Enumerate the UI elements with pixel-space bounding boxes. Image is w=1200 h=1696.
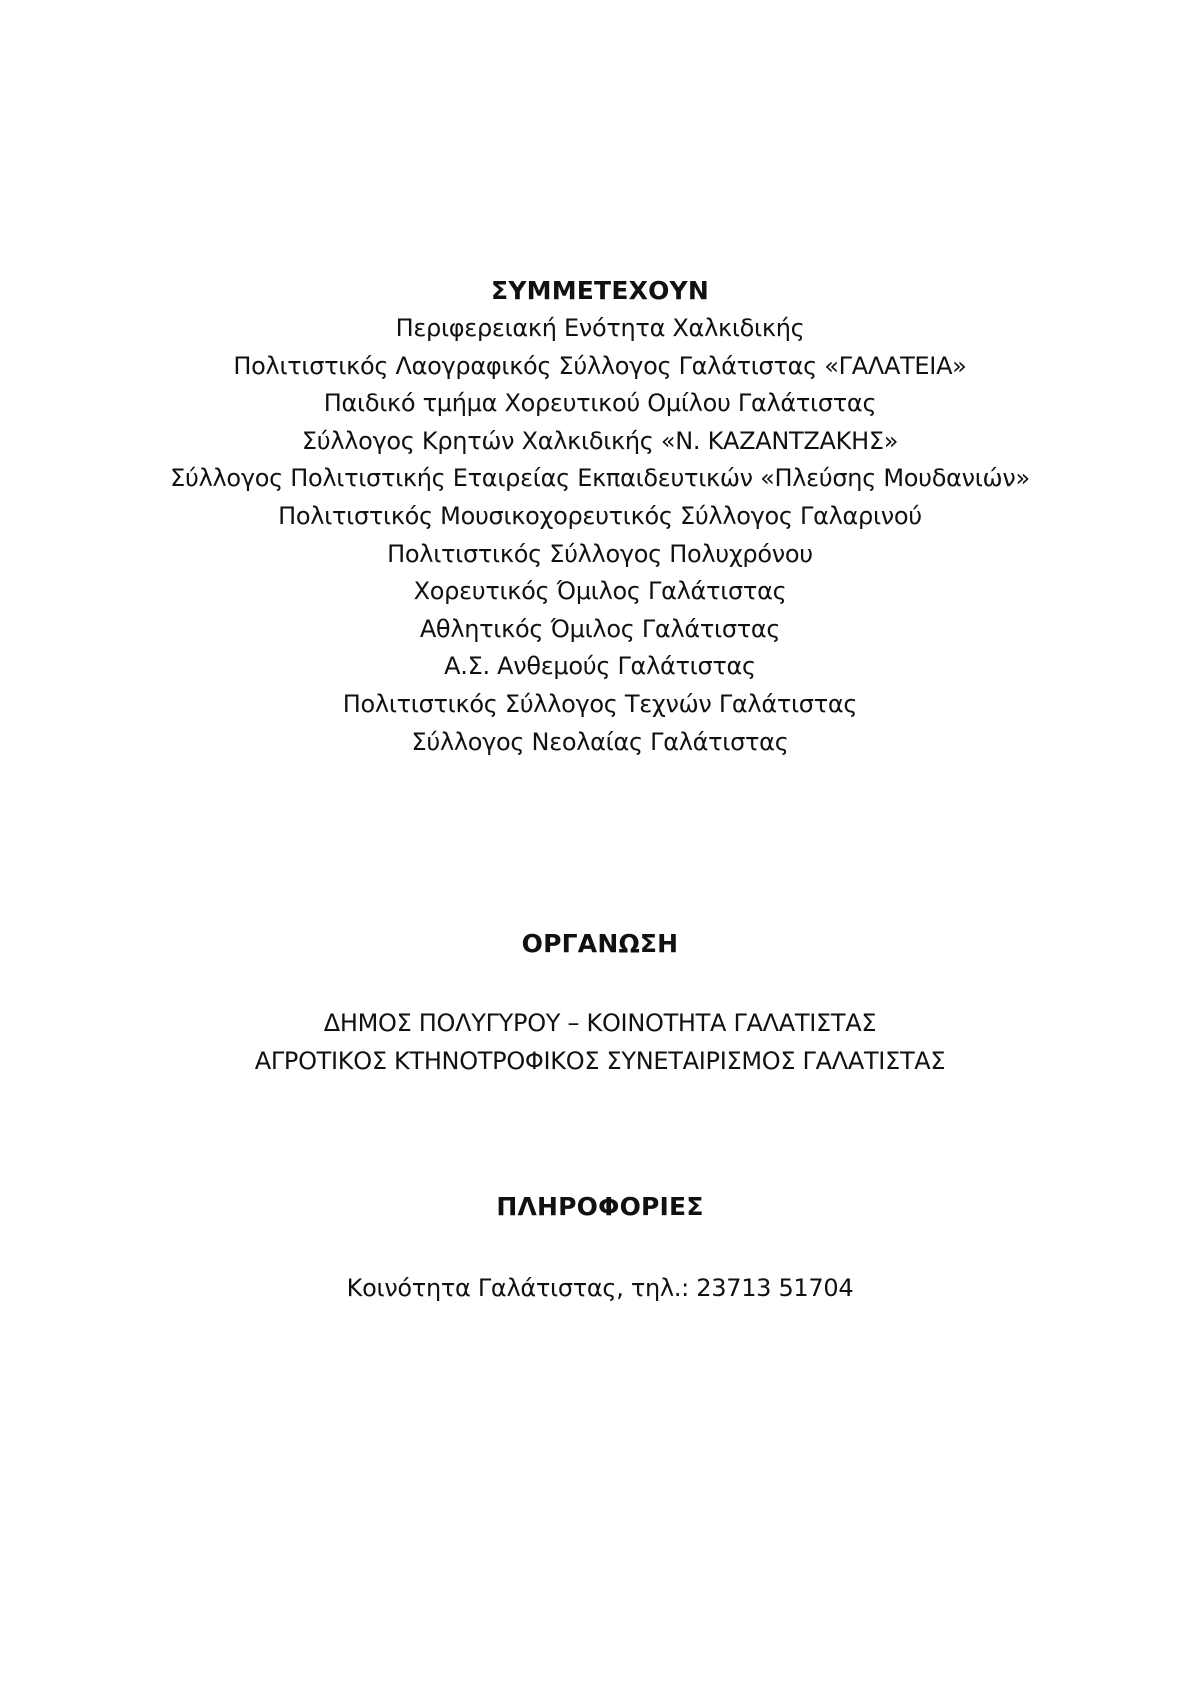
contact-line: Κοινότητα Γαλάτιστας, τηλ.: 23713 51704 xyxy=(346,1274,854,1302)
participant-item: Πολιτιστικός Λαογραφικός Σύλλογος Γαλάτιστας «ΓΑΛΑΤΕΙΑ» xyxy=(233,351,967,380)
participant-item: Πολιτιστικός Μουσικοχορευτικός Σύλλογος Γαλαρινού xyxy=(278,501,922,530)
participant-item: Α.Σ. Ανθεμούς Γαλάτιστας xyxy=(444,652,756,681)
participant-item: Σύλλογος Πολιτιστικής Εταιρείας Εκπαιδευτικών «Πλεύσης Μουδανιών» xyxy=(170,464,1030,493)
organizer-line: ΑΓΡΟΤΙΚΟΣ ΚΤΗΝΟΤΡΟΦΙΚΟΣ ΣΥΝΕΤΑΙΡΙΣΜΟΣ ΓΑΛΑΤΙΣΤΑΣ xyxy=(254,1046,946,1075)
participant-item: Χορευτικός Όμιλος Γαλάτιστας xyxy=(413,577,787,606)
participant-item: Περιφερειακή Ενότητα Χαλκιδικής xyxy=(395,314,805,342)
participant-item: Σύλλογος Νεολαίας Γαλάτιστας xyxy=(411,727,789,756)
organizer-line: ΔΗΜΟΣ ΠΟΛΥΓΥΡΟΥ – ΚΟΙΝΟΤΗΤΑ ΓΑΛΑΤΙΣΤΑΣ xyxy=(323,1009,877,1037)
participant-item: Αθλητικός Όμιλος Γαλάτιστας xyxy=(419,614,781,643)
participants-heading: ΣΥΜΜΕΤΕΧΟΥΝ xyxy=(491,276,709,305)
participant-item: Σύλλογος Κρητών Χαλκιδικής «Ν. ΚΑΖΑΝΤΖΑΚΗΣ» xyxy=(301,426,899,455)
participants-section xyxy=(0,272,1200,761)
organization-section xyxy=(0,1005,1200,1080)
organization-heading: ΟΡΓΑΝΩΣΗ xyxy=(521,929,679,958)
info-section xyxy=(0,1270,1200,1308)
info-heading: ΠΛΗΡΟΦΟΡΙΕΣ xyxy=(496,1192,704,1221)
participant-item: Παιδικό τμήμα Χορευτικού Ομίλου Γαλάτιστας xyxy=(323,389,877,418)
participant-item: Πολιτιστικός Σύλλογος Τεχνών Γαλάτιστας xyxy=(342,689,858,718)
participant-item: Πολιτιστικός Σύλλογος Πολυχρόνου xyxy=(387,539,813,568)
